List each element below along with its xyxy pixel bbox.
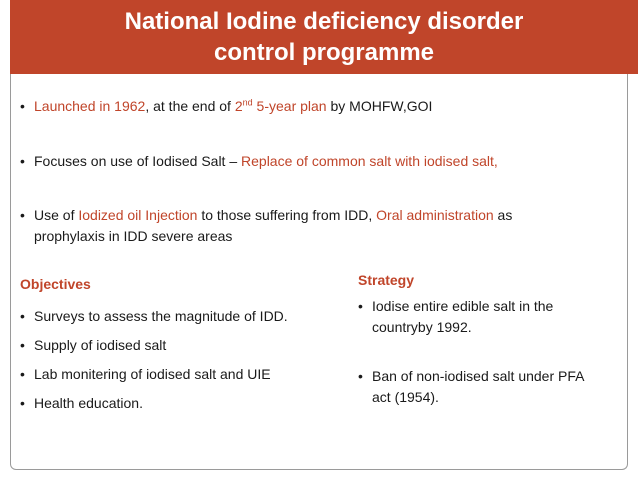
objective-text: Supply of iodised salt [34,337,167,353]
plan-ordinal: nd [242,97,253,108]
oral-administration: Oral administration [376,207,494,223]
bullet-dot: • [358,298,363,314]
bullet-launch [20,96,620,117]
strategy-text-line2: act (1954). [372,389,439,405]
title-line-1: National Iodine deficiency disorder [124,8,524,35]
objectives-heading: Objectives [20,276,91,292]
launch-authority: by MOHFW,GOI [326,98,433,114]
bullet-dot: • [20,395,25,411]
bullet-launch-text [20,96,620,117]
objective-item [20,335,350,356]
oil-post: as [493,207,513,223]
plan-label: 5-year plan [252,98,327,114]
bullet-dot: • [358,368,363,384]
oil-injection: Iodized oil Injection [78,207,198,223]
bullet-dot: • [20,337,25,353]
objective-item [20,364,350,385]
bullet-iodized-oil [20,205,620,247]
bullet-iodized-oil-text [20,205,620,247]
oil-line-2: prophylaxis in IDD severe areas [34,228,233,244]
objective-text: Lab monitering of iodised salt and UIE [34,366,271,382]
objective-text: Surveys to assess the magnitude of IDD. [34,308,288,324]
focus-lead: Focuses on use of Iodised Salt – [34,153,242,169]
bullet-focus [20,151,620,172]
bullet-dot: • [20,308,25,324]
oil-mid: to those suffering from IDD, [197,207,377,223]
strategy-text [358,296,628,338]
bullet-focus-text [20,151,620,172]
objective-item [20,306,350,327]
strategy-item [358,366,628,408]
plan-number: 2 [234,98,243,114]
launch-mid: , at the end of [145,98,235,114]
bullet-dot: • [20,98,25,114]
focus-highlight: Replace of common salt with iodised salt, [241,153,498,169]
strategy-text-line1: Ban of non-iodised salt under PFA [372,368,585,384]
strategy-item [358,296,628,338]
strategy-text-line1: Iodise entire edible salt in the [372,298,554,314]
title-line-2: control programme [213,39,435,66]
objective-text: Health education. [34,395,143,411]
objective-item [20,393,350,414]
launch-year: Launched in 1962 [34,98,146,114]
strategy-heading: Strategy [358,272,415,288]
title-banner [10,0,638,74]
oil-pre: Use of [34,207,79,223]
bullet-dot: • [20,366,25,382]
bullet-dot: • [20,153,25,169]
strategy-text [358,366,628,408]
strategy-text-line2: countryby 1992. [372,319,472,335]
bullet-dot: • [20,207,25,223]
